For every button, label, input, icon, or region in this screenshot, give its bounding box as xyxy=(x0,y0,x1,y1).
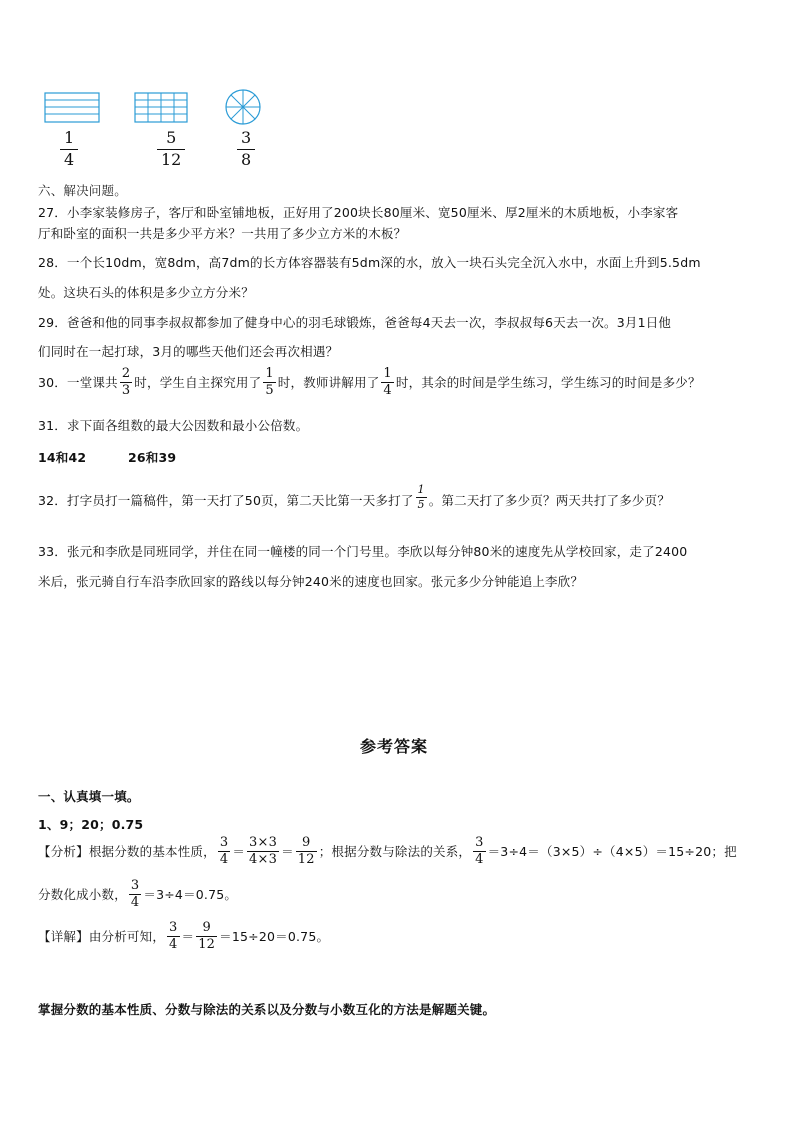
fraction-numerator: 3 xyxy=(241,128,252,147)
analysis-text-3: ＝3÷4＝（3×5）÷（4×5）＝15÷20；把 xyxy=(487,844,737,860)
question-27-line-1: 27．小李家装修房子，客厅和卧室铺地板，正好用了200块长80厘米、宽50厘米、厚2厘米的木质地板，小李家客 xyxy=(38,205,679,220)
answers-title: 参考答案 xyxy=(360,737,429,756)
question-33-line-2: 米后，张元骑自行车沿李欣回家的路线以每分钟240米的速度也回家。张元多少分钟能追上李欣？ xyxy=(38,574,584,589)
fraction-numerator: 9 xyxy=(202,920,211,935)
question-28-line-2: 处。这块石头的体积是多少立方分米？ xyxy=(38,285,254,300)
figure-2-fraction xyxy=(155,130,187,169)
fraction-numerator: 3 xyxy=(475,835,484,850)
equals-sign: ＝ xyxy=(281,844,294,860)
equals-sign: ＝ xyxy=(232,844,246,860)
fraction-denominator: 4 xyxy=(60,149,78,169)
fraction-denominator: 4 xyxy=(383,382,392,398)
fraction-numerator: 1 xyxy=(383,366,392,381)
question-32-text-2: 。第二天打了多少页？两天共打了多少页？ xyxy=(428,493,671,509)
fraction-denominator: 12 xyxy=(297,851,315,867)
analysis-text-5: ＝3÷4＝0.75。 xyxy=(143,887,238,903)
question-30 xyxy=(38,367,701,397)
question-30-text-4: 时，其余的时间是学生练习，学生练习的时间是多少？ xyxy=(395,375,701,391)
question-29-line-1: 29．爸爸和他的同事李叔叔都参加了健身中心的羽毛球锻炼，爸爸每4天去一次，李叔叔每6天去一次。3月1日他 xyxy=(38,315,672,330)
question-30-text-3: 时，教师讲解用了 xyxy=(277,375,380,391)
fraction-numerator: 5 xyxy=(166,128,177,147)
fraction-numerator: 3 xyxy=(219,835,229,850)
fraction-numerator: 3×3 xyxy=(249,835,278,850)
figure-1-fraction xyxy=(58,130,80,169)
fraction-denominator: 4 xyxy=(169,936,178,952)
fraction-numerator: 3 xyxy=(169,920,178,935)
question-33-line-1: 33．张元和李欣是同班同学，并住在同一幢楼的同一个门号里。李欣以每分钟80米的速度先从学校回家，走了2400 xyxy=(38,544,688,559)
detail-line xyxy=(38,921,329,951)
question-32 xyxy=(38,484,670,510)
fraction-numerator: 3 xyxy=(130,878,140,893)
fraction-denominator: 8 xyxy=(237,149,255,169)
fraction-denominator: 4×3 xyxy=(249,851,278,867)
analysis-label: 【分析】 xyxy=(38,844,89,860)
question-31-pair-1: 14和42 xyxy=(38,450,87,465)
question-31-pair-2: 26和39 xyxy=(128,450,177,465)
striped-rectangle-figure xyxy=(44,92,100,124)
analysis-line-1 xyxy=(38,836,737,866)
analysis-text-2: ；根据分数与除法的关系， xyxy=(318,844,472,860)
fraction-denominator: 4 xyxy=(130,894,140,910)
question-32-text-1: 32．打字员打一篇稿件，第一天打了50页，第二天比第一天多打了 xyxy=(38,493,414,509)
fraction-numerator: 2 xyxy=(121,366,131,381)
question-30-text-1: 30．一堂课共 xyxy=(38,375,118,391)
section-6-heading: 六、解决问题。 xyxy=(38,183,127,198)
figure-3-fraction xyxy=(235,130,257,169)
grid-rectangle-figure xyxy=(134,92,190,124)
equals-sign: ＝ xyxy=(181,929,195,945)
fraction-denominator: 5 xyxy=(417,497,425,511)
fraction-denominator: 12 xyxy=(157,149,185,169)
fraction-denominator: 12 xyxy=(198,936,216,952)
fraction-denominator: 4 xyxy=(475,851,484,867)
answer-1: 1、9；20；0.75 xyxy=(38,817,144,832)
fraction-numerator: 1 xyxy=(64,128,75,147)
detail-text-1: 由分析可知， xyxy=(88,929,166,945)
question-31: 31．求下面各组数的最大公因数和最小公倍数。 xyxy=(38,418,309,433)
divided-circle-figure xyxy=(224,88,262,126)
fraction-numerator: 1 xyxy=(417,483,425,496)
answers-section-1-heading: 一、认真填一填。 xyxy=(38,789,140,804)
question-27-line-2: 厅和卧室的面积一共是多少平方米？一共用了多少立方米的木板？ xyxy=(38,226,407,241)
fraction-denominator: 3 xyxy=(121,382,131,398)
fraction-numerator: 9 xyxy=(302,835,311,850)
fraction-denominator: 4 xyxy=(219,851,229,867)
analysis-text-4: 分数化成小数， xyxy=(38,887,127,903)
analysis-text-1: 根据分数的基本性质， xyxy=(88,844,216,860)
fraction-denominator: 5 xyxy=(265,382,274,398)
question-30-text-2: 时，学生自主探究用了 xyxy=(134,375,262,391)
analysis-line-2 xyxy=(38,879,237,909)
summary-text: 掌握分数的基本性质、分数与除法的关系以及分数与小数互化的方法是解题关键。 xyxy=(38,1002,496,1017)
fraction-numerator: 1 xyxy=(265,366,274,381)
detail-label: 【详解】 xyxy=(38,929,89,945)
question-29-line-2: 们同时在一起打球，3月的哪些天他们还会再次相遇？ xyxy=(38,344,339,359)
question-28-line-1: 28．一个长10dm，宽8dm，高7dm的长方体容器装有5dm深的水，放入一块石头完全沉入水中，水面上升到5.5dm xyxy=(38,255,701,270)
detail-text-2: ＝15÷20＝0.75。 xyxy=(219,929,330,945)
